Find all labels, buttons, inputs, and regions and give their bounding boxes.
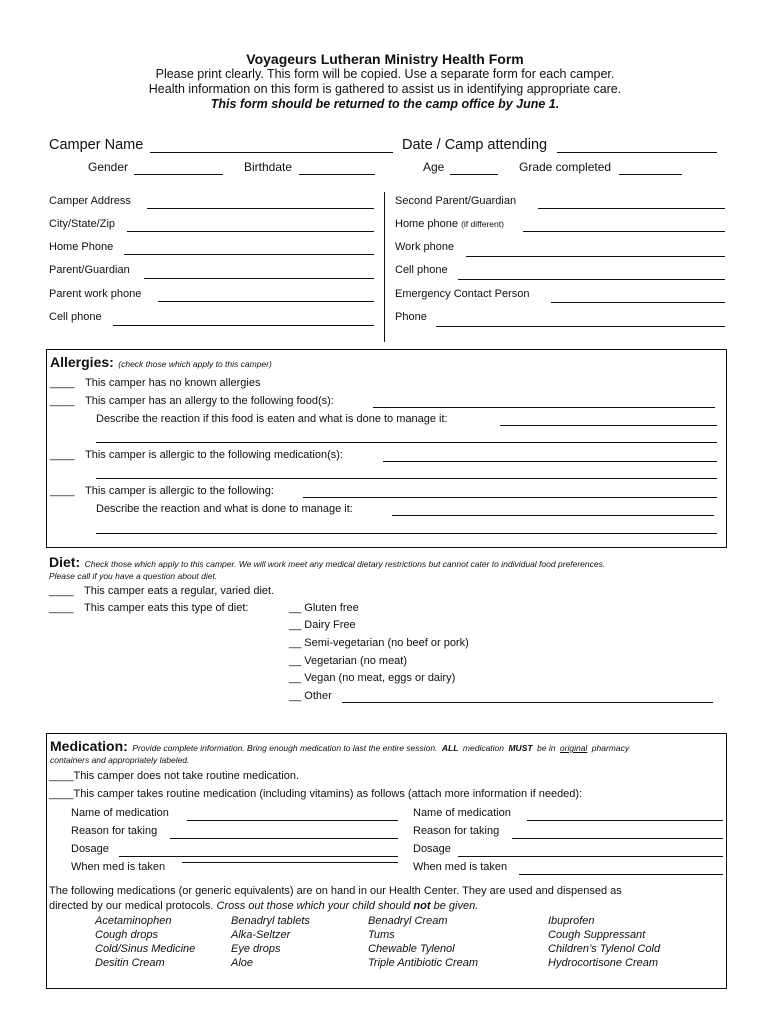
diet-heading xyxy=(49,554,605,572)
medication-note-b: medication xyxy=(462,743,505,753)
med-aloe[interactable]: Aloe xyxy=(231,957,254,969)
allergy-opt-medication: This camper is allergic to the following medication(s): xyxy=(85,449,343,461)
allergy-food-reaction-label: Describe the reaction if this food is eaten and what is done to manage it: xyxy=(96,413,448,425)
onhand-line-2 xyxy=(49,900,478,912)
diet-note-1: Check those which apply to this camper. We will work meet any medical dietary restrictions but cannot cater to individual food preferences. xyxy=(84,559,606,569)
med-reason-field-1[interactable] xyxy=(170,838,398,839)
onhand-2-not: not xyxy=(413,900,431,912)
med-cough-drops[interactable]: Cough drops xyxy=(95,929,158,941)
med-benadryl-tablets[interactable]: Benadryl tablets xyxy=(231,915,310,927)
onhand-2c: be given. xyxy=(433,900,479,912)
second-parent-field[interactable] xyxy=(538,208,725,209)
camper-name-label: Camper Name xyxy=(49,137,144,153)
work-phone-field[interactable] xyxy=(466,256,725,257)
gender-field[interactable] xyxy=(134,174,223,175)
diet-opt-type: This camper eats this type of diet: xyxy=(84,602,249,614)
emergency-phone-label: Phone xyxy=(395,311,427,323)
home-phone-field[interactable] xyxy=(124,254,374,255)
city-state-zip-label: City/State/Zip xyxy=(49,218,116,230)
instruction-line-2: Health information on this form is gathered to assist us in identifying appropriate care. xyxy=(148,82,622,96)
medication-note-2: containers and appropriately labeled. xyxy=(50,755,190,765)
cell-phone-2-label: Cell phone xyxy=(395,264,448,276)
home-phone-2-label xyxy=(395,218,504,230)
birthdate-label: Birthdate xyxy=(244,160,293,174)
allergy-food-reaction-field[interactable] xyxy=(500,425,717,426)
home-phone-2-field[interactable] xyxy=(523,231,725,232)
allergy-medication-field[interactable] xyxy=(383,461,717,462)
allergy-food-field[interactable] xyxy=(373,407,715,408)
med-reason-label-1: Reason for taking xyxy=(71,825,158,837)
allergy-other-reaction-field[interactable] xyxy=(392,515,714,516)
med-name-label-2: Name of medication xyxy=(413,807,511,819)
grade-field[interactable] xyxy=(619,174,682,175)
allergy-other-reaction-field-2[interactable] xyxy=(96,533,717,534)
med-dosage-label-2: Dosage xyxy=(413,843,451,855)
allergy-check-1[interactable]: ____ xyxy=(50,377,75,389)
med-name-field-1[interactable] xyxy=(187,820,398,821)
allergy-food-reaction-field-2[interactable] xyxy=(96,442,717,443)
medication-note-all: ALL xyxy=(441,743,459,753)
med-ibuprofen[interactable]: Ibuprofen xyxy=(548,915,595,927)
diet-title: Diet: xyxy=(49,554,81,570)
med-cold-sinus[interactable]: Cold/Sinus Medicine xyxy=(95,943,196,955)
med-benadryl-cream[interactable]: Benadryl Cream xyxy=(368,915,448,927)
age-field[interactable] xyxy=(450,174,498,175)
contact-divider xyxy=(384,192,385,342)
med-desitin[interactable]: Desitin Cream xyxy=(95,957,165,969)
diet-type-other[interactable]: __ Other xyxy=(289,690,332,702)
city-state-zip-field[interactable] xyxy=(127,231,374,232)
home-phone-label: Home Phone xyxy=(49,241,114,253)
allergies-title: Allergies: xyxy=(50,354,114,370)
home-phone-2-text: Home phone xyxy=(395,218,458,230)
grade-label: Grade completed xyxy=(519,160,612,174)
med-cough-suppressant[interactable]: Cough Suppressant xyxy=(548,929,646,941)
allergy-opt-other: This camper is allergic to the following: xyxy=(85,485,274,497)
date-camp-field[interactable] xyxy=(557,152,717,153)
medication-heading xyxy=(50,738,629,756)
medication-note-d: pharmacy xyxy=(591,743,630,753)
allergy-other-field[interactable] xyxy=(303,497,717,498)
med-chewable-tylenol[interactable]: Chewable Tylenol xyxy=(368,943,455,955)
camper-address-field[interactable] xyxy=(147,208,374,209)
medication-note-c: be in xyxy=(537,743,556,753)
cell-phone-2-field[interactable] xyxy=(458,279,725,280)
form-title: Voyageurs Lutheran Ministry Health Form xyxy=(246,51,524,67)
onhand-2b: Cross out those which your child should xyxy=(216,900,411,912)
med-hydrocortisone[interactable]: Hydrocortisone Cream xyxy=(548,957,659,969)
med-list-col-1 xyxy=(95,914,195,970)
diet-opt-regular: This camper eats a regular, varied diet. xyxy=(84,585,275,597)
med-tums[interactable]: Tums xyxy=(368,929,395,941)
medication-title: Medication: xyxy=(50,738,128,754)
diet-note-2: Please call if you have a question about diet. xyxy=(49,571,218,581)
emergency-contact-label: Emergency Contact Person xyxy=(395,288,530,300)
med-alka-seltzer[interactable]: Alka-Seltzer xyxy=(231,929,291,941)
med-dosage-label-1: Dosage xyxy=(71,843,109,855)
med-when-field-2[interactable] xyxy=(519,874,723,875)
allergies-heading xyxy=(50,354,272,372)
med-when-label-1: When med is taken xyxy=(71,861,166,873)
diet-other-field[interactable] xyxy=(342,702,713,703)
med-name-field-2[interactable] xyxy=(527,820,723,821)
cell-phone-field[interactable] xyxy=(113,325,374,326)
med-acetaminophen[interactable]: Acetaminophen xyxy=(95,915,172,927)
camper-name-field[interactable] xyxy=(150,152,393,153)
cell-phone-label: Cell phone xyxy=(49,311,102,323)
emergency-phone-field[interactable] xyxy=(436,326,725,327)
onhand-2a: directed by our medical protocols. xyxy=(49,900,214,912)
parent-work-phone-label: Parent work phone xyxy=(49,288,142,300)
med-triple-antibiotic[interactable]: Triple Antibiotic Cream xyxy=(368,957,479,969)
diet-type-vegetarian[interactable]: __ Vegetarian (no meat) xyxy=(289,655,408,667)
allergy-check-3[interactable]: ____ xyxy=(50,449,75,461)
parent-work-phone-field[interactable] xyxy=(158,301,374,302)
med-reason-label-2: Reason for taking xyxy=(413,825,500,837)
med-list-col-4 xyxy=(548,914,660,970)
med-name-label-1: Name of medication xyxy=(71,807,169,819)
parent-guardian-label: Parent/Guardian xyxy=(49,264,130,276)
diet-type-dairy-free[interactable]: __ Dairy Free xyxy=(289,619,356,631)
med-dosage-field-2[interactable] xyxy=(458,856,723,857)
medication-opt-none[interactable]: ____This camper does not take routine medication. xyxy=(49,770,300,782)
medication-note-must: MUST xyxy=(508,743,533,753)
allergy-check-2[interactable]: ____ xyxy=(50,395,75,407)
med-list-col-3 xyxy=(368,914,478,970)
diet-check-1[interactable]: ____ xyxy=(49,585,74,597)
work-phone-label: Work phone xyxy=(395,241,455,253)
age-label: Age xyxy=(423,160,445,174)
gender-label: Gender xyxy=(88,160,129,174)
camper-address-label: Camper Address xyxy=(49,195,131,207)
allergy-check-4[interactable]: ____ xyxy=(50,485,75,497)
parent-guardian-field[interactable] xyxy=(144,278,374,279)
second-parent-label: Second Parent/Guardian xyxy=(395,195,517,207)
allergy-medication-field-2[interactable] xyxy=(96,478,717,479)
med-childrens-tylenol-cold[interactable]: Children’s Tylenol Cold xyxy=(548,943,661,955)
allergies-note: (check those which apply to this camper) xyxy=(118,359,272,369)
birthdate-field[interactable] xyxy=(299,174,375,175)
diet-type-semi-vegetarian[interactable]: __ Semi-vegetarian (no beef or pork) xyxy=(289,637,469,649)
medication-opt-routine[interactable]: ____This camper takes routine medication (including vitamins) as follows (attach more information if needed): xyxy=(49,788,583,800)
med-reason-field-2[interactable] xyxy=(512,838,723,839)
allergy-opt-none: This camper has no known allergies xyxy=(85,377,261,389)
medication-note-a: Provide complete information. Bring enough medication to last the entire session. xyxy=(132,743,438,753)
onhand-line-1: The following medications (or generic equivalents) are on hand in our Health Center. They are used and dispensed as xyxy=(49,885,622,897)
med-eye-drops[interactable]: Eye drops xyxy=(231,943,281,955)
med-when-field-1[interactable] xyxy=(182,862,398,863)
emergency-contact-field[interactable] xyxy=(551,302,725,303)
allergy-opt-food: This camper has an allergy to the following food(s): xyxy=(85,395,334,407)
diet-check-2[interactable]: ____ xyxy=(49,602,74,614)
diet-type-gluten-free[interactable]: __ Gluten free xyxy=(289,602,359,614)
date-camp-label: Date / Camp attending xyxy=(402,137,548,153)
instruction-line-3: This form should be returned to the camp office by June 1. xyxy=(210,97,560,111)
diet-type-vegan[interactable]: __ Vegan (no meat, eggs or dairy) xyxy=(289,672,456,684)
med-when-label-2: When med is taken xyxy=(413,861,508,873)
home-phone-2-note: (if different) xyxy=(461,219,504,229)
medication-note-original: original xyxy=(559,743,588,753)
allergy-other-reaction-label: Describe the reaction and what is done to manage it: xyxy=(96,503,353,515)
med-list-col-2 xyxy=(231,914,310,970)
med-dosage-field-1[interactable] xyxy=(119,856,398,857)
instruction-line-1: Please print clearly. This form will be copied. Use a separate form for each camper. xyxy=(155,67,615,81)
